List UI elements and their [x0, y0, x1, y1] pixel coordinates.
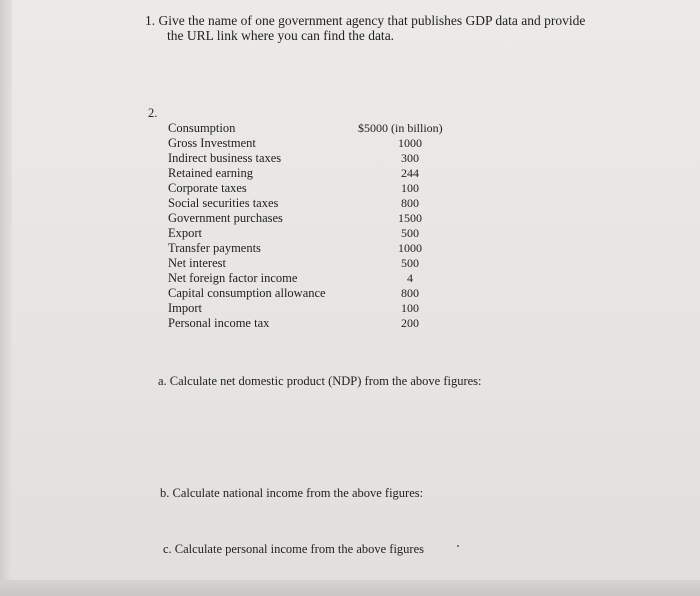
figure-value: 800	[401, 196, 419, 210]
figure-label: Net foreign factor income	[168, 271, 298, 285]
figure-value: 1000	[398, 241, 422, 255]
figure-label: Net interest	[168, 256, 226, 270]
figure-label: Import	[168, 301, 203, 315]
figure-value: 4	[407, 271, 413, 285]
question-2-number: 2.	[148, 106, 158, 120]
figure-label: Gross Investment	[168, 136, 256, 150]
figure-label: Government purchases	[168, 211, 283, 225]
question-2a: a. Calculate net domestic product (NDP) from the above figures:	[158, 374, 482, 388]
figure-value: 1000	[398, 136, 422, 150]
figure-value: 244	[401, 166, 419, 180]
figure-label: Retained earning	[168, 166, 254, 180]
figure-value: $5000 (in billion)	[358, 121, 443, 135]
stray-mark	[457, 545, 459, 547]
question-2c: c. Calculate personal income from the above figures	[163, 542, 425, 556]
figures-labels-column	[168, 121, 326, 331]
question-1-line-2: the URL link where you can find the data.	[167, 28, 395, 43]
question-2b: b. Calculate national income from the above figures:	[160, 486, 424, 500]
figure-label: Social securities taxes	[168, 196, 279, 210]
figure-label: Export	[168, 226, 203, 240]
figure-label: Personal income tax	[168, 316, 270, 330]
page-edge-shadow	[0, 0, 12, 596]
page-bottom-edge	[0, 580, 700, 596]
figure-value: 800	[401, 286, 419, 300]
figures-values-column	[354, 121, 466, 331]
figure-value: 200	[401, 316, 419, 330]
question-1-line-1: 1. Give the name of one government agency that publishes GDP data and provide	[145, 13, 586, 28]
figure-value: 100	[401, 181, 419, 195]
figure-label: Consumption	[168, 121, 236, 135]
figure-value: 1500	[398, 211, 422, 225]
figure-label: Transfer payments	[168, 241, 261, 255]
figure-label: Indirect business taxes	[168, 151, 282, 165]
figure-value: 500	[401, 226, 419, 240]
figure-label: Corporate taxes	[168, 181, 247, 195]
figure-label: Capital consumption allowance	[168, 286, 326, 300]
figure-value: 500	[401, 256, 419, 270]
figure-value: 300	[401, 151, 419, 165]
figure-value: 100	[401, 301, 419, 315]
